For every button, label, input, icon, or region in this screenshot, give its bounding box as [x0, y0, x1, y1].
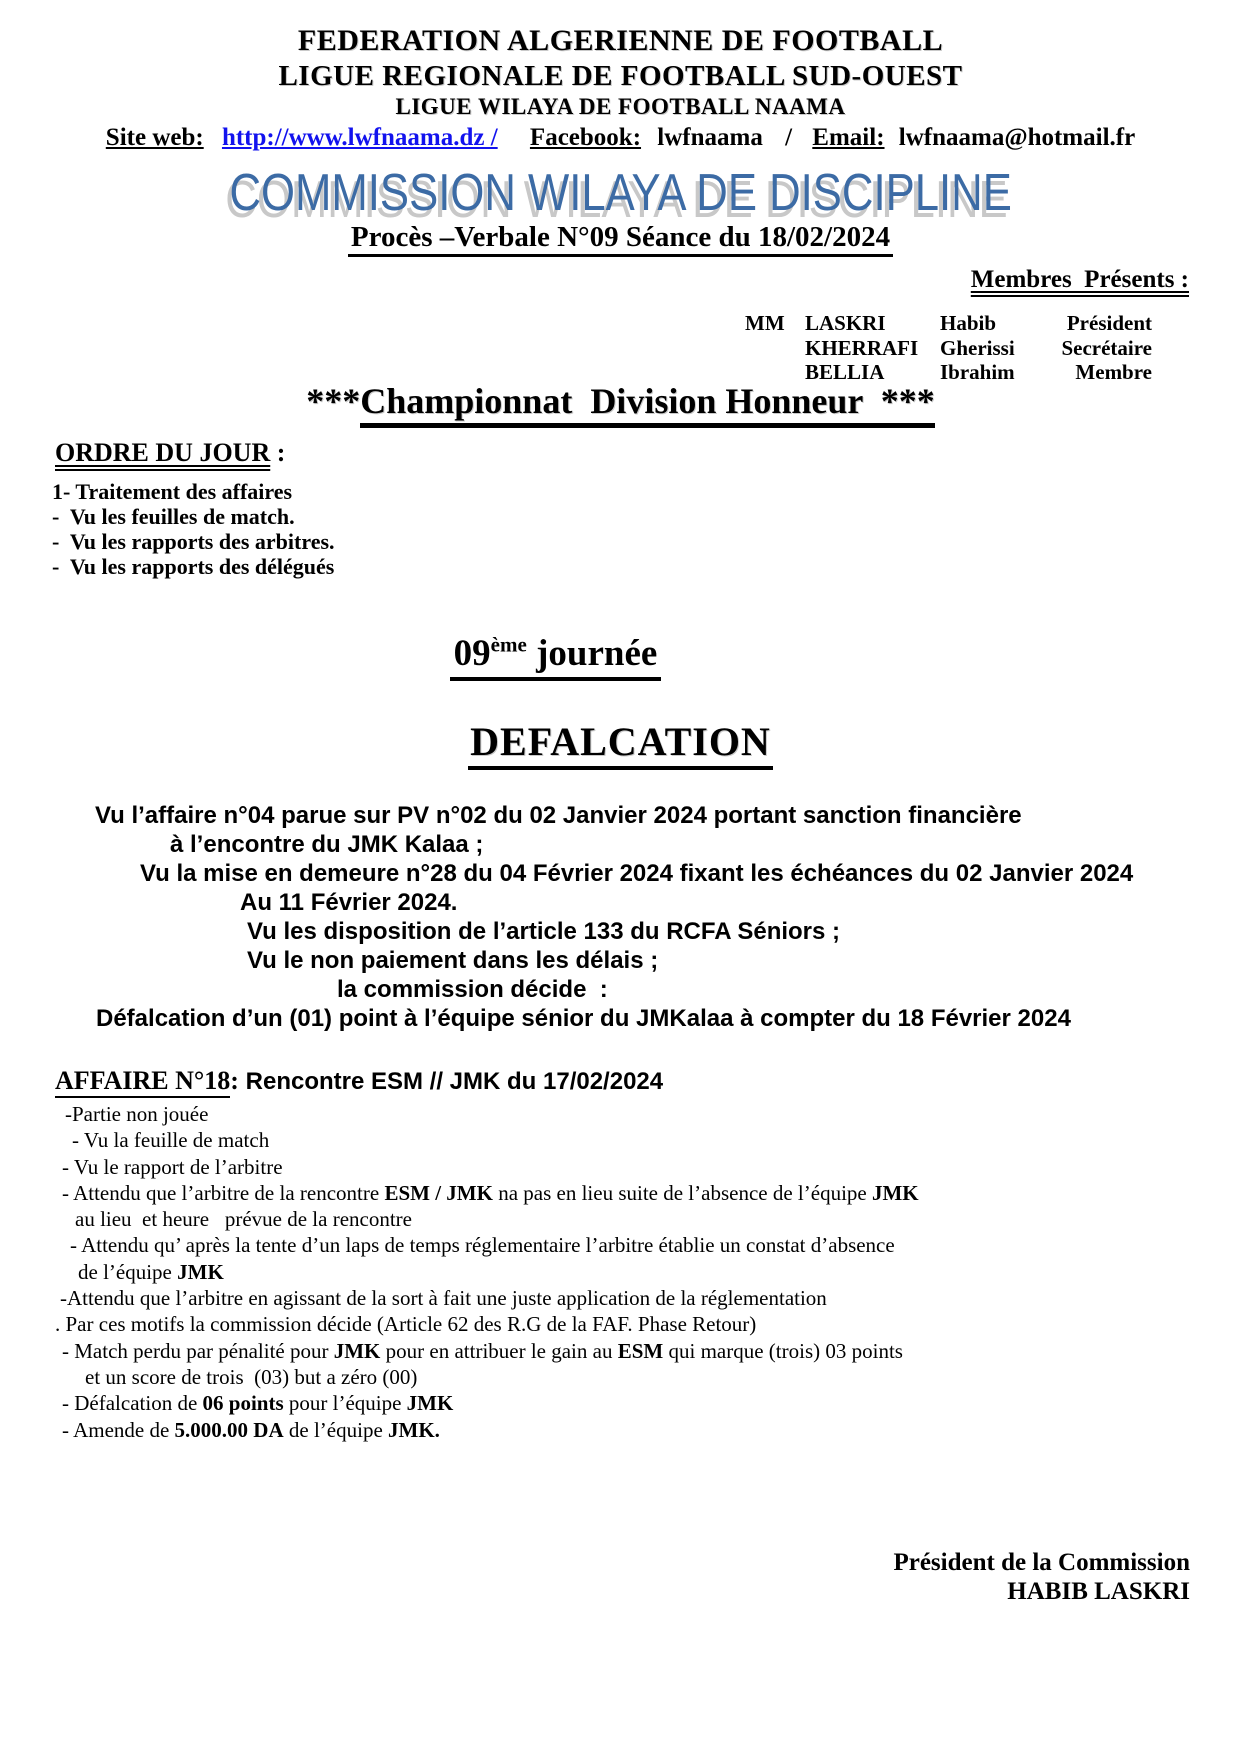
affaire-segment: - Vu la feuille de match: [72, 1128, 270, 1153]
journee-ordinal-sup: ème: [490, 632, 527, 657]
commission-wordart-title: [0, 163, 1241, 223]
affaire-segment: et un score de trois (03) but a zéro (00): [85, 1364, 418, 1389]
commission-wordart-text: COMMISSION WILAYA DE DISCIPLINE: [229, 164, 1012, 222]
affaire-line: [55, 1127, 1221, 1153]
affaire-line: [55, 1101, 1221, 1127]
affaire-line: [55, 1311, 1221, 1337]
affaire-segment: - Attendu que l’arbitre de la rencontre: [62, 1180, 385, 1205]
pv-seance-text: Procès –Verbale N°09 Séance du 18/02/2024: [348, 221, 893, 257]
affaire-line: [55, 1390, 1221, 1416]
journee-number: 09: [453, 633, 491, 674]
defalcation-line: la commission décide :: [337, 976, 608, 1003]
members-presents-heading: [971, 266, 1189, 294]
member-surname: KHERRAFI: [805, 335, 919, 360]
affaire-line: [55, 1338, 1221, 1364]
agenda-list: [52, 479, 335, 579]
affaire-segment: - Défalcation de: [62, 1391, 203, 1416]
members-table: [745, 311, 1152, 385]
affaire-bold-segment: JMK: [177, 1259, 224, 1284]
ligue-regionale-title: LIGUE REGIONALE DE FOOTBALL SUD-OUEST: [278, 60, 963, 92]
agenda-item: - Vu les feuilles de match.: [52, 504, 295, 529]
journee-heading: [0, 632, 1241, 681]
agenda-item: - Vu les rapports des délégués: [52, 554, 335, 579]
defalcation-line: Au 11 Février 2024.: [240, 889, 458, 916]
affaire-bold-segment: JMK: [406, 1391, 454, 1416]
defalcation-title: [0, 718, 1241, 765]
site-web-label: Site web:: [105, 124, 204, 151]
affaire-bold-segment: 06 points: [202, 1391, 284, 1416]
affaire-segment: -Attendu que l’arbitre en agissant de la sort à fait une juste application de la réglementation: [60, 1286, 827, 1311]
affaire-bold-segment: JMK: [871, 1180, 919, 1205]
affaire-line: [55, 1154, 1221, 1180]
affaire-segment: - Attendu qu’ après la tente d’un laps de temps réglementaire l’arbitre établie un constat d’absence: [70, 1233, 895, 1258]
affaire-segment: . Par ces motifs la commission décide (Article 62 des R.G de la FAF. Phase Retour): [55, 1312, 757, 1337]
affaire-bold-segment: JMK: [333, 1338, 381, 1363]
email-value: lwfnaama@hotmail.fr: [898, 124, 1136, 151]
member-prefix: [745, 336, 805, 361]
defalcation-line: Vu les disposition de l’article 133 du RCFA Séniors ;: [247, 918, 841, 945]
signature-role: Président de la Commission: [893, 1549, 1190, 1576]
agenda-item: - Vu les rapports des arbitres.: [52, 529, 335, 554]
affaire-segment: de l’équipe: [78, 1259, 178, 1284]
affaire-bold-segment: ESM: [617, 1338, 664, 1363]
agenda-item: 1- Traitement des affaires: [52, 479, 293, 504]
affaire-segment: pour en attribuer le gain au: [380, 1338, 618, 1363]
affaire-line: [55, 1259, 1221, 1285]
facebook-value: lwfnaama: [657, 124, 763, 151]
member-surname: LASKRI: [805, 311, 886, 335]
contact-line: [0, 124, 1241, 152]
member-firstname: Ibrahim: [940, 360, 1015, 384]
journee-underlined: [450, 632, 662, 681]
affaire-colon: :: [230, 1066, 239, 1095]
signature-block: [893, 1549, 1190, 1606]
affaire-line: [55, 1285, 1221, 1311]
member-prefix: MM: [745, 311, 785, 335]
defalcation-line: Vu la mise en demeure n°28 du 04 Février 2024 fixant les échéances du 02 Janvier 2024: [140, 860, 1134, 887]
affaire-line: [55, 1180, 1221, 1206]
affaire-segment: - Vu le rapport de l’arbitre: [62, 1154, 283, 1179]
affaire-segment: au lieu et heure prévue de la rencontre: [75, 1207, 412, 1232]
member-surname: BELLIA: [805, 360, 885, 384]
affaire-segment: - Amende de: [62, 1417, 175, 1442]
facebook-label: Facebook:: [529, 124, 642, 151]
affaire-line: [55, 1232, 1221, 1258]
affaire-segment: qui marque (trois) 03 points: [663, 1338, 903, 1363]
affaire-bold-segment: JMK.: [388, 1417, 440, 1442]
agenda-heading-colon: :: [270, 438, 286, 467]
members-presents-text: Membres Présents :: [970, 266, 1189, 293]
member-role: Membre: [1075, 360, 1152, 384]
member-row: [745, 336, 1152, 361]
championship-title: [0, 380, 1241, 422]
affaire-line: [55, 1417, 1221, 1443]
site-web-link[interactable]: http://www.lwfnaama.dz /: [221, 124, 498, 151]
affaire-line: [55, 1206, 1221, 1232]
member-firstname: Habib: [940, 311, 997, 335]
ligue-wilaya-title: LIGUE WILAYA DE FOOTBALL NAAMA: [395, 94, 846, 119]
affaire-details-list: [55, 1101, 1221, 1443]
affaire-segment: -Partie non jouée: [65, 1102, 209, 1126]
email-label: Email:: [812, 124, 885, 151]
member-firstname: Gherissi: [940, 335, 1015, 360]
affaire-segment: - Match perdu par pénalité pour: [62, 1338, 334, 1363]
member-role: Secrétaire: [1061, 335, 1152, 360]
agenda-heading-label: ORDRE DU JOUR: [55, 438, 271, 467]
affaire-heading: [55, 1066, 663, 1096]
member-role: Président: [1066, 311, 1152, 335]
defalcation-paragraph: [0, 801, 1241, 1033]
championship-underlined-text: Championnat Division Honneur ***: [360, 381, 934, 428]
leading-stars: ***: [306, 381, 361, 421]
separator-slash: /: [785, 124, 793, 151]
signature-name: HABIB LASKRI: [1007, 1577, 1190, 1605]
agenda-heading: [55, 438, 285, 468]
journee-word: journée: [526, 633, 658, 674]
affaire-line: [55, 1364, 1221, 1390]
defalcation-title-text: DEFALCATION: [468, 719, 773, 770]
member-row: [745, 311, 1152, 336]
defalcation-line: Vu le non paiement dans les délais ;: [247, 947, 659, 974]
affaire-segment: na pas en lieu suite de l’absence de l’équipe: [492, 1180, 872, 1205]
affaire-bold-segment: 5.000.00 DA: [174, 1417, 284, 1442]
affaire-segment: de l’équipe: [283, 1417, 389, 1442]
affaire-bold-segment: ESM / JMK: [384, 1180, 493, 1205]
defalcation-line: Défalcation d’un (01) point à l’équipe sénior du JMKalaa à compter du 18 Février 2024: [96, 1005, 1071, 1032]
defalcation-line: à l’encontre du JMK Kalaa ;: [170, 831, 484, 858]
affaire-label: AFFAIRE N°18: [55, 1066, 230, 1098]
federation-title: FEDERATION ALGERIENNE DE FOOTBALL: [297, 24, 944, 57]
affaire-title-rest: Rencontre ESM // JMK du 17/02/2024: [238, 1068, 664, 1095]
defalcation-line: Vu l’affaire n°04 parue sur PV n°02 du 02 Janvier 2024 portant sanction financière: [95, 802, 1022, 829]
pv-seance-line: [0, 221, 1241, 254]
affaire-segment: pour l’équipe: [283, 1391, 407, 1416]
